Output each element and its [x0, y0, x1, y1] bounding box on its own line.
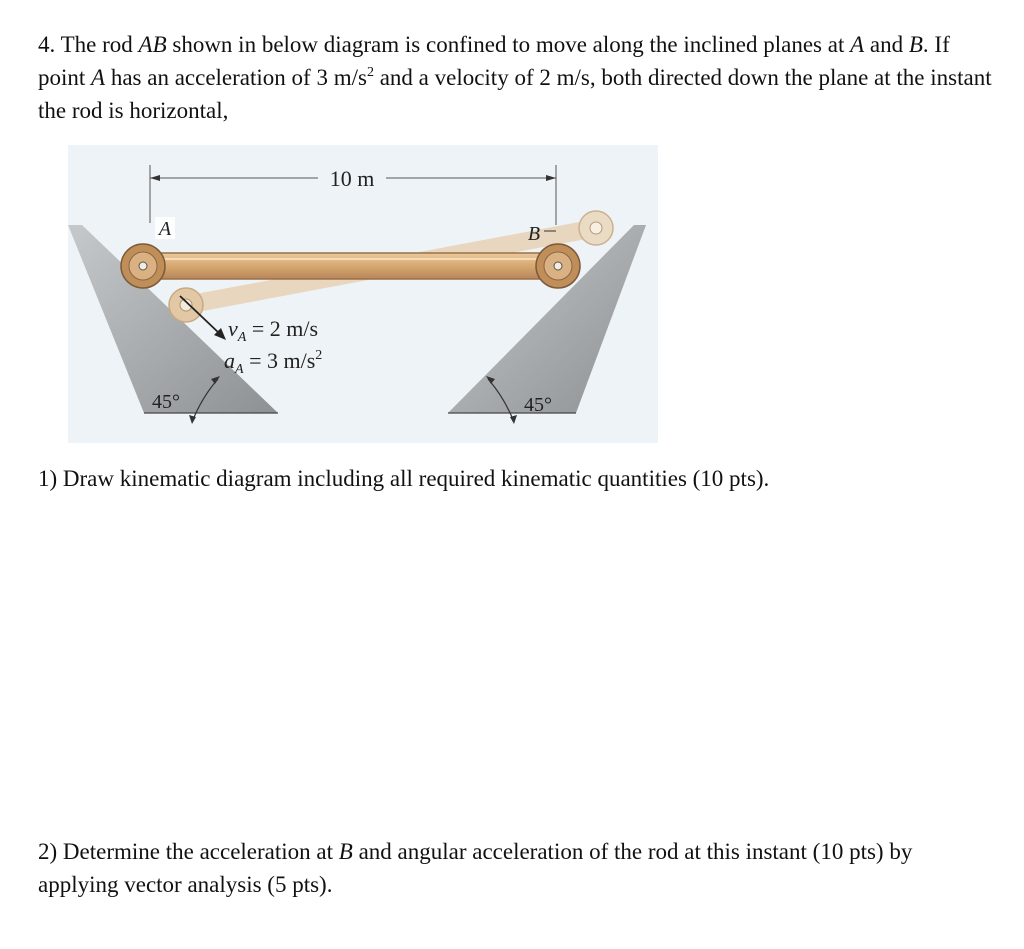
label-b: B — [527, 223, 541, 245]
aa-label: $a_A = 3$ $m/s^2$ — [224, 348, 323, 377]
va-label: $v_A = 2$ m/s — [228, 316, 319, 345]
pin-b — [554, 262, 562, 270]
rod-diagram — [68, 145, 658, 443]
rod-ab — [140, 253, 572, 279]
dimension-label: 10 m — [329, 166, 375, 191]
pin-a — [139, 262, 147, 270]
question-1: 1) Draw kinematic diagram including all required kinematic quantities (10 pts). — [38, 466, 770, 491]
question-2: 2) Determine the acceleration at B and angular acceleration of the rod at this instant (10 pts) by applying vector analysis (5 pts). — [38, 839, 913, 897]
label-a: A — [158, 218, 172, 240]
angle-left-label: 45° — [152, 391, 180, 413]
angle-right-label: 45° — [524, 394, 552, 416]
problem-statement: 4. The rod AB shown in below diagram is confined to move along the inclined planes at A and B. If point A has an acceleration of 3 $m/s^2$ and a velocity of 2 m/s, both directed down the plane at the instant the rod is horizontal, — [38, 32, 992, 123]
